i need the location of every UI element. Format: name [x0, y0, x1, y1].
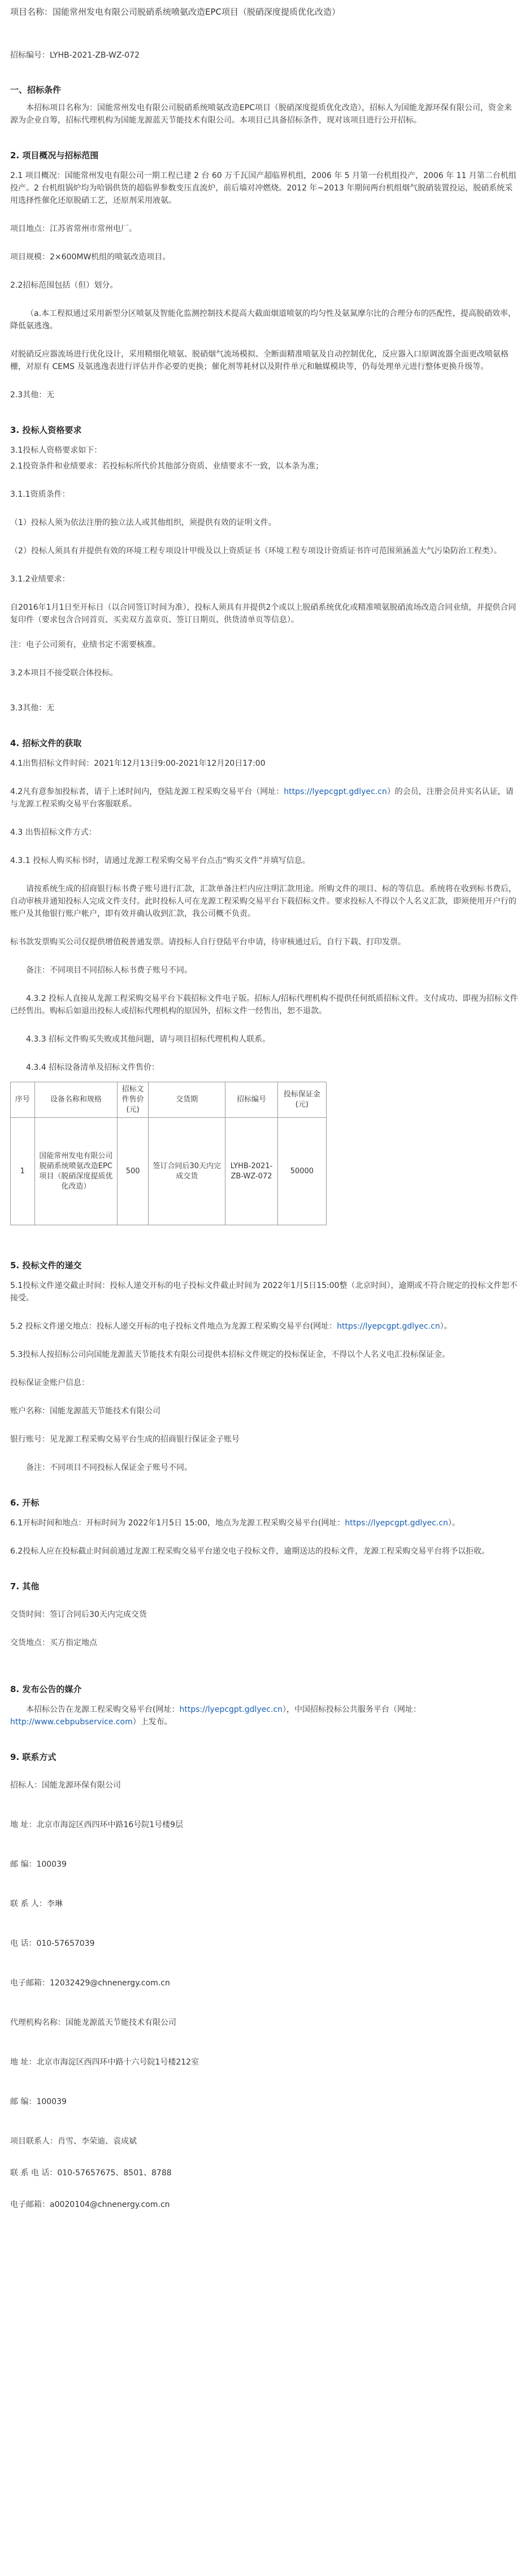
- publication-media-lead: 本招标公告在龙源工程采购交易平台(网址：: [26, 1705, 180, 1714]
- scope-item-1: （a.本工程拟通过采用新型分区喷氨及智能化监测控制技术提高大截面烟道喷氨的均匀性及氨氮摩尔比的合理分布的匹配性，提高脱硝效率，降低氨逃逸。: [10, 309, 516, 331]
- download-instructions: 4.3.2 投标人直接从龙源工程采购交易平台下载招标文件电子版。招标人/招标代理机构不提供任何纸质招标文件。支付成功、即视为招标文件已经售出。购标后如退出投标人或招标代理机构的原因外，招标文件一经售出，恕不退款。: [10, 994, 518, 1016]
- submission-location: [10, 1320, 520, 1333]
- fee-table-header: 投标保证金(元): [277, 1082, 326, 1118]
- fee-account-note: 备注：不同项目不同招标人标书费子账号不同。: [26, 966, 192, 975]
- late-submission-rule: 6.2投标人应在投标截止时间前通过龙源工程采购交易平台递交电子投标文件，逾期送达的投标文件，龙源工程采购交易平台将予以拒收。: [10, 1547, 490, 1556]
- scope-title: 2.2招标范围包括（但）划分。: [10, 281, 118, 290]
- contact-on-failure: 4.3.3 招标文件购买失败或其他问题，请与项目招标代理机构人联系。: [26, 1035, 271, 1044]
- delivery-time: 交货时间：签订合同后30天内完成交货: [10, 1610, 147, 1619]
- performance-requirement: 自2016年1月1日至开标日（以合同签订时间为准），投标人须具有并提供2个或以上脱硝系统优化或精准喷氨脱硝流场改造合同业绩，并提供合同复印件（要求包含合同首页、买卖双方盖章页、签订日期页、供货清单页等信息）。: [10, 603, 516, 625]
- opening-time: [10, 1517, 520, 1529]
- agent-name: 代理机构名称：国能龙源蓝天节能技术有限公司: [10, 2018, 176, 2027]
- table-cell: 1: [11, 1118, 35, 1225]
- table-cell: 500: [118, 1118, 149, 1225]
- table-row: [11, 1118, 327, 1225]
- deposit-account-note: 备注：不同项目不同投标人保证金子账号不同。: [26, 1463, 192, 1472]
- table-cell: 50000: [277, 1118, 326, 1225]
- fee-table-header: 序号: [11, 1082, 35, 1118]
- submission-deadline: 5.1投标文件递交截止时间：投标人递交开标的电子投标文件截止时间为 2022年1月5日15:00整（北京时间），逾期或不符合规定的投标文件恕不接受。: [10, 1281, 518, 1303]
- table-cell: 签订合同后30天内完成交货: [149, 1118, 225, 1225]
- qualification-intro: 3.1投标人资格要求如下：: [10, 446, 102, 455]
- no-consortium: 3.2本项目不接受联合体投标。: [10, 669, 118, 678]
- submission-location-tail: ）。: [440, 1322, 452, 1331]
- register-text: [10, 786, 520, 810]
- section-7-heading: 7. 其他: [10, 1581, 40, 1591]
- tenderer-phone: 电 话：010-57657039: [10, 1939, 95, 1948]
- performance-subheading: 3.1.2业绩要求：: [10, 575, 70, 584]
- scope-item-2: 对脱硝反应器流场进行优化设计，采用精细化喷氨、脱硝烟气流场模拟、全断面精准喷氨及自动控制优化，反应器入口原调流器全面更改喷氨格栅，对原有 CEMS 及氨逃逸表进行评估并作必要的更换；催化剂等耗材以及附件单元和触媒模块等，仍每处理单元进行整体更换升级等。: [10, 350, 509, 371]
- section-2-heading: 2. 项目概况与招标范围: [10, 150, 99, 161]
- tenderer-contact: 联 系 人：李琳: [10, 1900, 63, 1909]
- performance-note: 注：电子公司须有，业绩书定不需要核准。: [10, 640, 160, 649]
- agent-address: 地 址：北京市海淀区西四环中路十六号院1号楼212室: [10, 2058, 199, 2067]
- tender-conditions-text: 本招标项目名称为：国能常州发电有限公司脱硝系统喷氨改造EPC项目（脱硝深度提质优化改造），招标人为国能龙源环保有限公司，资金来源为企业自筹，招标代理机构为国能龙源蓝天节能技术有限公司。本项目已具备招标条件，现对该项目进行公开招标。: [10, 103, 512, 125]
- publication-media-tail: ）上发布。: [132, 1718, 172, 1727]
- section-6-heading: 6. 开标: [10, 1498, 40, 1508]
- platform-link[interactable]: https://lyepcgpt.gdlyec.cn: [337, 1322, 440, 1331]
- fee-table-header: 招标文件售价(元): [118, 1082, 149, 1118]
- register-text-tail: ）的会员，注册会员并实名认证，请与龙源工程采购交易平台客服联系。: [10, 787, 514, 809]
- scope-other: 2.3其他：无: [10, 391, 55, 400]
- qualification-other: 3.3其他：无: [10, 704, 55, 713]
- deposit-requirement: 5.3投标人按招标公司向国能龙源蓝天节能技术有限公司提供本招标文件规定的投标保证金，不得以个人名义电汇投标保证金。: [10, 1350, 450, 1359]
- opening-time-lead: 6.1开标时间和地点：开标时间为 2022年1月5日 15:00，地点为龙源工程采购交易平台(网址：: [10, 1519, 345, 1528]
- opening-time-tail: ）。: [448, 1519, 460, 1528]
- table-cell: LYHB-2021-ZB-WZ-072: [225, 1118, 277, 1225]
- table-cell: 国能常州发电有限公司脱硝系统喷氨改造EPC项目（脱硝深度提质优化改造）: [34, 1118, 118, 1225]
- fee-table-header-row: [11, 1082, 327, 1118]
- agent-zip: 邮 编：100039: [10, 2097, 67, 2106]
- section-8-heading: 8. 发布公告的媒介: [10, 1684, 82, 1694]
- section-3-heading: 3. 投标人资格要求: [10, 425, 82, 435]
- cebpubservice-link[interactable]: http://www.cebpubservice.com: [10, 1718, 133, 1727]
- section-1-heading: 一、招标条件: [10, 85, 62, 95]
- tenderer-address: 地 址：北京市海淀区西四环中路16号院1号楼9层: [10, 1820, 184, 1829]
- platform-link[interactable]: https://lyepcgpt.gdlyec.cn: [284, 787, 387, 796]
- sale-method-heading: 4.3 出售招标文件方式：: [10, 828, 97, 837]
- qualification-item-2: （2）投标人须具有并提供有效的环境工程专项设计甲级及以上资质证书（环境工程专项设计资质证书许可范围须涵盖大气污染防治工程类）。: [10, 547, 502, 556]
- agent-email: 电子邮箱：a0020104@chnenergy.com.cn: [10, 2200, 170, 2209]
- qualification-item-1: （1）投标人须为依法注册的独立法人或其他组织，须提供有效的证明文件。: [10, 518, 276, 527]
- deposit-account-name: 账户名称：国能龙源蓝天节能技术有限公司: [10, 1407, 160, 1416]
- fee-table-header: 交货期: [149, 1082, 225, 1118]
- project-scale: 项目规模：2×600MW机组的喷氨改造项目。: [10, 253, 171, 262]
- section-4-heading: 4. 招标文件的获取: [10, 738, 82, 748]
- section-5-heading: 5. 投标文件的递交: [10, 1260, 82, 1270]
- platform-link[interactable]: https://lyepcgpt.gdlyec.cn: [345, 1519, 448, 1528]
- invoice-instructions: 标书款发票购买公司仅提供增值税普通发票。请投标人自行登陆平台申请，待审核通过后，自行下载、打印发票。: [10, 938, 406, 947]
- tenderer-zip: 邮 编：100039: [10, 1860, 67, 1869]
- platform-link[interactable]: https://lyepcgpt.gdlyec.cn: [179, 1705, 283, 1714]
- agent-contact: 项目联系人：肖雪、李荣迪、袁成斌: [10, 2137, 137, 2146]
- publication-media: [10, 1703, 520, 1728]
- bottom-spacer: [10, 2211, 520, 2234]
- equipment-list-title: 4.3.4 招标设备清单及招标文件售价：: [26, 1063, 160, 1072]
- fee-table-header: 设备名称和规格: [34, 1082, 118, 1118]
- bid-number: 招标编号：LYHB-2021-ZB-WZ-072: [10, 51, 140, 60]
- deposit-account-title: 投标保证金账户信息：: [10, 1378, 89, 1387]
- project-overview-text: 2.1 项目概况：国能常州发电有限公司一期工程已建 2 台 60 万千瓦国产超临界机组，2006 年 5 月第一台机组投产，2006 年 11 月第二台机组投产。2 台机组锅炉均为哈锅供货的超临界参数变压直流炉，前后墙对冲燃烧。2012 年~2013 年期间两台机组烟气脱硝装置投运，脱硝系统采用选择性催化还原脱硝工艺，还原剂采用液氨。: [10, 171, 516, 205]
- delivery-location: 交货地点：买方指定地点: [10, 1638, 97, 1647]
- fee-table-header: 招标编号: [225, 1082, 277, 1118]
- purchase-step-1: 4.3.1 投标人购买标书时，请通过龙源工程采购交易平台点击“购买文件”并填写信息。: [10, 856, 310, 865]
- qualification-subheading: 3.1.1资质条件：: [10, 490, 70, 499]
- publication-media-mid: ），中国招标投标公共服务平台（网址：: [283, 1705, 422, 1714]
- payment-instructions: 请按系统生成的招商银行标书费子账号进行汇款，汇款单备注栏内应注明汇款用途。所购文件的项目、标的等信息。系统将在收到标书费后，自动审核并通知投标人完成文件支付。此时投标人可在龙源工程采购交易平台下载招标文件。要求投标人不得以个人名义汇款，即须使用开户行的账户及其他银行账户帐户，即有效并确认收到汇款，我公司概不负责。: [10, 884, 516, 918]
- deposit-account-bank: 银行账号：见龙源工程采购交易平台生成的招商银行保证金子账号: [10, 1435, 240, 1444]
- tenderer-name: 招标人：国能龙源环保有限公司: [10, 1781, 121, 1790]
- tenderer-email: 电子邮箱：12032429@chnenergy.com.cn: [10, 1979, 170, 1988]
- sale-time: 4.1出售招标文件时间：2021年12月13日9:00-2021年12月20日17:00: [10, 759, 266, 768]
- register-text-lead: 4.2凡有意参加投标者，请于上述时间内，登陆龙源工程采购交易平台（网址：: [10, 787, 284, 796]
- project-location: 项目地点：江苏省常州市常州电厂。: [10, 224, 137, 233]
- submission-location-lead: 5.2 投标文件递交地点：投标人递交开标的电子投标文件地点为龙源工程采购交易平台(网址：: [10, 1322, 337, 1331]
- fee-table: [10, 1082, 327, 1225]
- qualification-note: 2.1投资条件和业绩要求：若投标标所代价其他部分资质、业绩要求不一致，以本条为准；: [10, 462, 324, 471]
- section-9-heading: 9. 联系方式: [10, 1752, 57, 1762]
- project-title: 项目名称：国能常州发电有限公司脱硝系统喷氨改造EPC项目（脱硝深度提质优化改造）: [10, 7, 341, 17]
- agent-phone: 联 系 电 话：010-57657675、8501、8788: [10, 2169, 172, 2178]
